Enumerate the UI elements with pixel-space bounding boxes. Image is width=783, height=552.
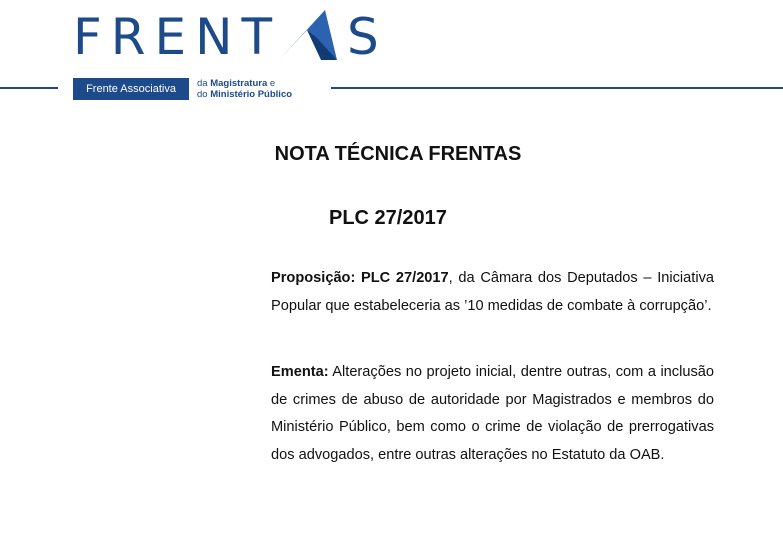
ementa-text: Alterações no projeto inicial, dentre outras, com a inclusão de crimes de abuso de autoridade por Magistrados e membros do Ministério Público, bem como o crime de violação de prerrogativas dos advogados, entre outras alterações no Estatuto da OAB.	[271, 364, 714, 463]
logo-text-part2: S	[347, 8, 388, 66]
proposicao-text: , da Câmara dos Deputados – Iniciativa Popular que estabeleceria as ’10 medidas de combate à corrupção’.	[271, 270, 714, 314]
header-rule-left	[0, 87, 58, 89]
proposicao-ref: PLC 27/2017	[361, 270, 449, 286]
subtitle-prefix-1: da	[197, 78, 208, 89]
proposicao-label: Proposição:	[271, 270, 356, 286]
document-subtitle: PLC 27/2017	[329, 207, 447, 229]
logo-text-part1: FRENT	[73, 8, 282, 66]
frentas-logo	[73, 8, 388, 66]
proposicao-paragraph	[271, 265, 714, 320]
ementa-label: Ementa:	[271, 364, 329, 380]
subtitle-bold-2: Ministério Público	[210, 89, 293, 100]
header-rule-right	[331, 87, 783, 89]
subtitle-prefix-2: do	[197, 89, 208, 100]
subtitle-suffix-1: e	[269, 78, 276, 89]
document-title: NOTA TÉCNICA FRENTAS	[274, 143, 522, 165]
ementa-paragraph	[271, 359, 714, 469]
logo-subtitle	[197, 78, 292, 100]
subtitle-bold-1: Magistratura	[210, 78, 268, 89]
logo-badge: Frente Associativa	[73, 78, 189, 100]
logo-a-mark-icon	[277, 8, 341, 62]
